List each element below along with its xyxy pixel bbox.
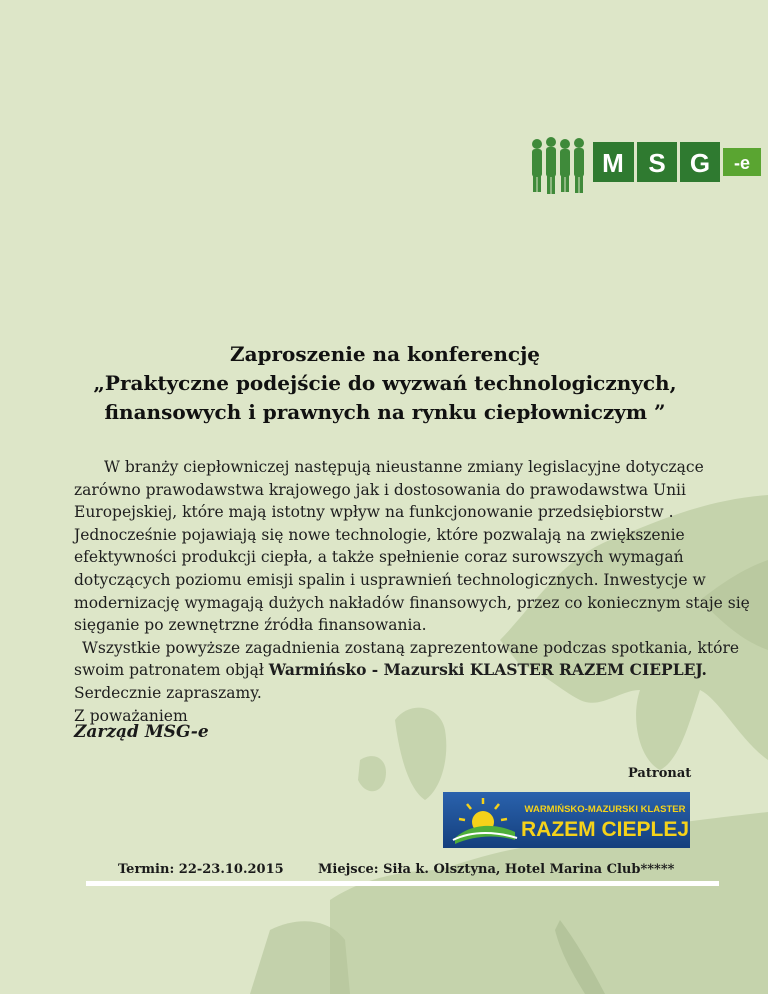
invitation-body — [74, 456, 768, 727]
cluster-name: Warmińsko - Mazurski KLASTER RAZEM CIEPLEJ. — [268, 660, 707, 680]
signature: Zarząd MSG-e — [74, 722, 209, 742]
logo-letter-e: -e — [733, 153, 751, 173]
paragraph-2-start: Wszystkie powyższe zagadnienia zostaną zaprezentowane podczas spotkania, które swoim patronatem objął — [74, 638, 740, 680]
title-line-2: „Praktyczne podejście do wyzwań technologicznych, — [93, 371, 677, 395]
people-silhouettes-icon — [532, 137, 584, 194]
closing-text: Z poważaniem — [74, 706, 188, 725]
title-line-1: Zaproszenie na konferencję — [229, 342, 541, 366]
body-paragraph-1: W branży ciepłowniczej następują nieustanne zmiany legislacyjne dotyczące zarówno prawodawstwa krajowego jak i dostosowania do prawodawstwa Unii Europejskiej, które mają istotny wpływ na funkcjonowanie przedsiębiorstw . Jednocześnie pojawiają się nowe technologie, które pozwalają na zwiększenie efektywności produkcji ciepła, a także spełnienie coraz surowszych wymagań dotyczących poziomu emisji spalin i usprawnień technologicznych. Inwestycje w modernizację wymagają dużych nakładów finansowych, przez co koniecznym staje się sięganie po zewnętrzne źródła finansowania. — [74, 458, 750, 635]
paragraph-2-end: Serdecznie zapraszamy. — [74, 683, 262, 702]
logo-letter-s: S — [648, 148, 666, 178]
footer-divider — [86, 881, 719, 886]
patronat-logo-line-1: WARMIŃSKO-MAZURSKI KLASTER — [524, 804, 686, 815]
title-line-3: finansowych i prawnych na rynku ciepłowniczym ” — [104, 400, 666, 424]
body-paragraph-2 — [74, 637, 768, 705]
invitation-title — [40, 340, 730, 427]
razem-cieplej-logo-graphic — [443, 792, 690, 848]
razem-cieplej-logo — [443, 792, 690, 848]
msg-e-logo-graphic — [527, 134, 765, 196]
logo-letter-g: G — [689, 148, 711, 178]
msg-e-logo — [527, 134, 765, 196]
event-date: Termin: 22-23.10.2015 — [118, 862, 284, 877]
event-location: Miejsce: Siła k. Olsztyna, Hotel Marina Club***** — [318, 862, 675, 877]
logo-letter-m: M — [602, 148, 624, 178]
patronat-label: Patronat — [628, 766, 692, 781]
patronat-logo-line-2: RAZEM CIEPLEJ — [520, 818, 690, 841]
